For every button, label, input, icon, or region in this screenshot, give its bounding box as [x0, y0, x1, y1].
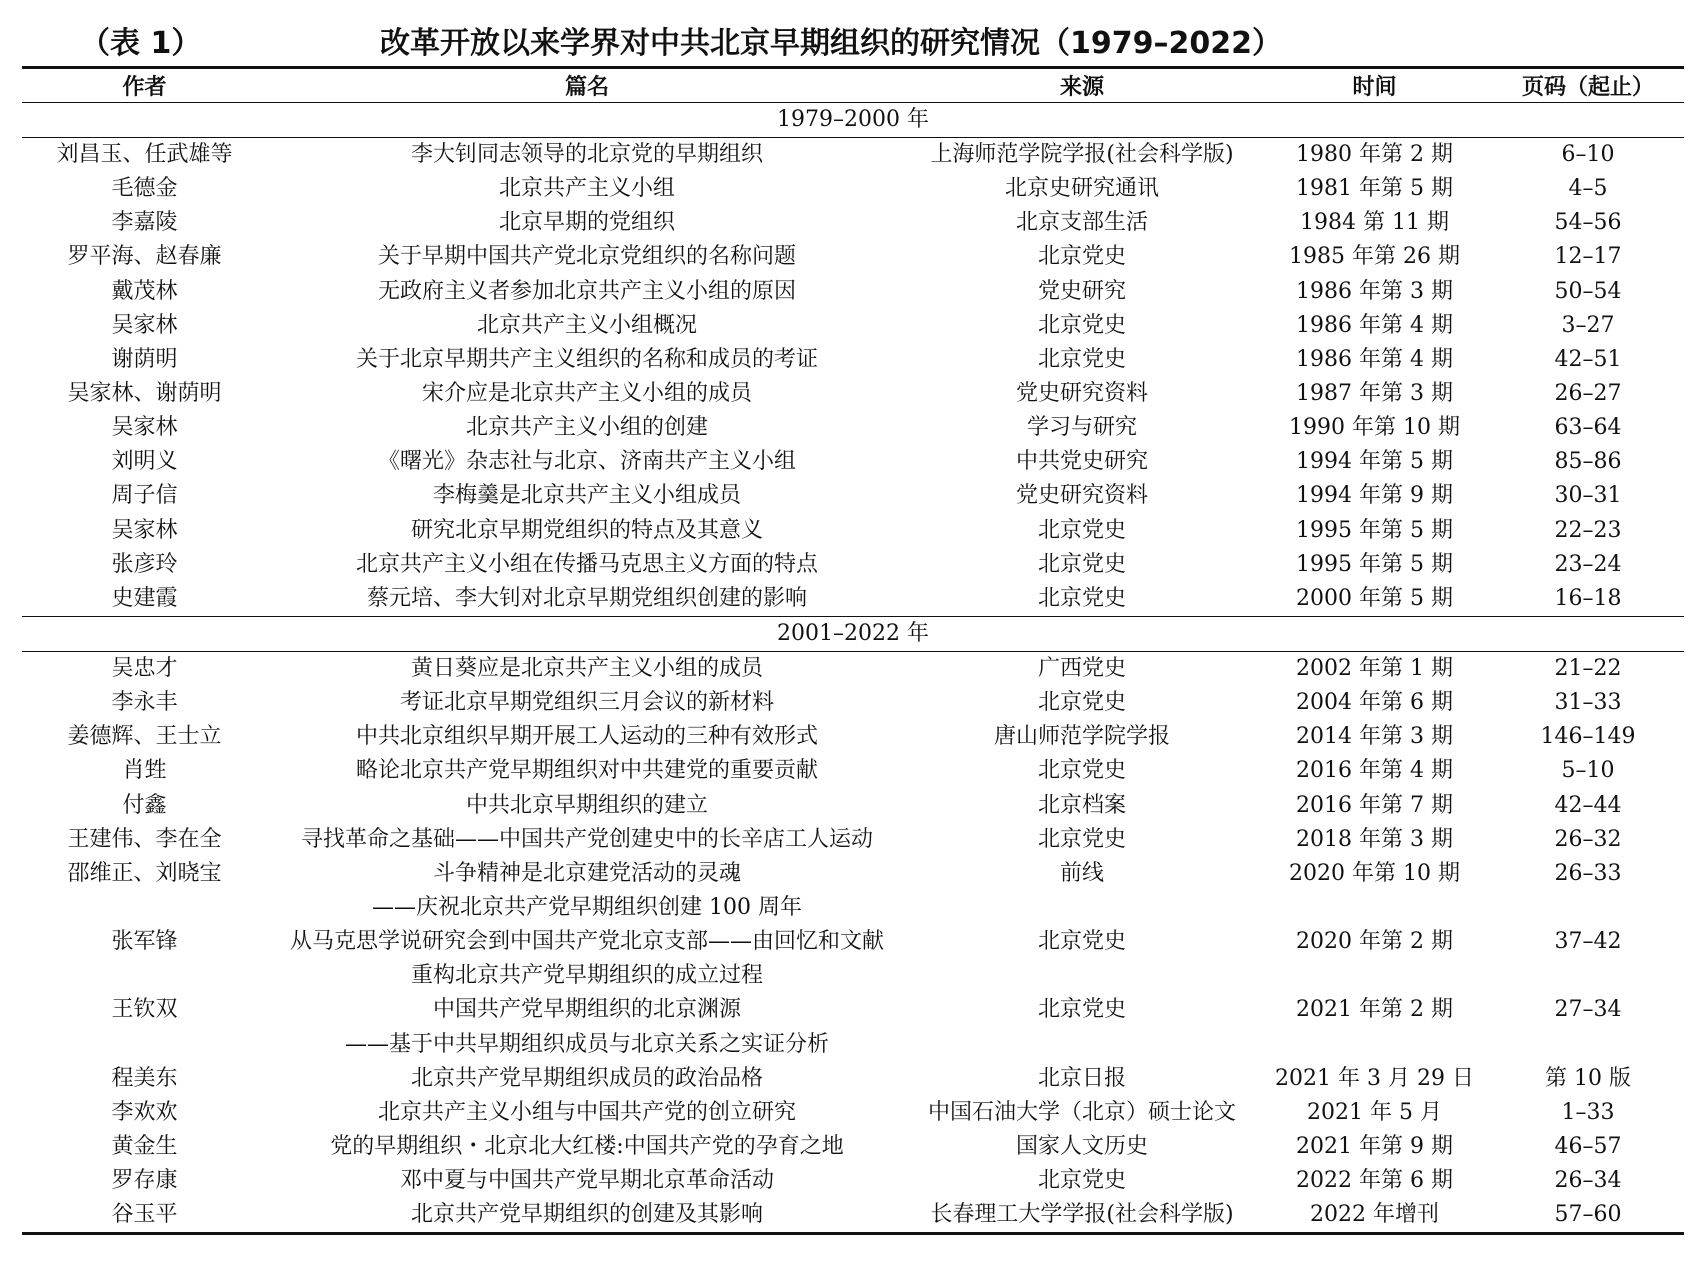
table-row: [22, 514, 1684, 548]
cell-date: 2002 年第 1 期: [1296, 656, 1453, 682]
cell-date: 1986 年第 3 期: [1296, 278, 1453, 304]
cell-date: 1984 第 11 期: [1300, 210, 1449, 236]
cell-author: 王钦双: [111, 997, 178, 1023]
cell-pages: 146–149: [1540, 724, 1636, 750]
cell-title: 《曙光》杂志社与北京、济南共产主义小组: [377, 449, 796, 475]
cell-pages: 46–57: [1554, 1134, 1622, 1159]
cell-title: 重构北京共产党早期组织的成立过程: [410, 963, 763, 989]
cell-date: 2021 年第 2 期: [1296, 997, 1453, 1023]
table-caption: [0, 14, 1699, 61]
cell-pages: 26–34: [1554, 1168, 1622, 1194]
cell-source: 学习与研究: [1026, 415, 1137, 441]
cell-source: [907, 1028, 1257, 1062]
cell-title: 北京共产主义小组: [498, 176, 675, 202]
cell-date: 2020 年第 10 期: [1289, 860, 1460, 886]
cell-author: 付鑫: [122, 792, 167, 818]
table-row: [22, 240, 1684, 274]
cell-author: 刘明义: [111, 449, 178, 475]
table-body: [22, 103, 1684, 1234]
table-row: [22, 959, 1684, 993]
table-row: [22, 1130, 1684, 1164]
cell-date: 2004 年第 6 期: [1296, 690, 1453, 716]
cell-source: 北京党史: [1037, 997, 1126, 1023]
header-date: 时间: [1257, 68, 1492, 103]
cell-author: 张军锋: [111, 929, 178, 955]
table-row: [22, 309, 1684, 343]
cell-title: 北京共产党早期组织成员的政治品格: [410, 1065, 763, 1091]
cell-title: 中共北京组织早期开展工人运动的三种有效形式: [355, 724, 818, 750]
cell-author: 谷玉平: [22, 1198, 267, 1234]
table-row: [22, 720, 1684, 754]
cell-author: 肖甡: [122, 758, 167, 784]
cell-author: [22, 1028, 267, 1062]
cell-author: 吴忠才: [111, 656, 178, 682]
table-row: [22, 343, 1684, 377]
cell-author: 姜德辉、王士立: [67, 724, 222, 750]
cell-source: 北京日报: [1037, 1065, 1126, 1091]
cell-author: 黄金生: [111, 1134, 178, 1159]
cell-author: 吴家林: [111, 312, 178, 338]
cell-source: 北京党史: [1037, 551, 1126, 577]
cell-date: 1987 年第 3 期: [1296, 381, 1453, 407]
table-row: [22, 377, 1684, 411]
cell-author: 李永丰: [111, 690, 178, 716]
cell-title: 北京共产主义小组与中国共产党的创立研究: [377, 1099, 796, 1125]
cell-date: 2022 年增刊: [1257, 1198, 1492, 1234]
cell-title: 李梅羹是北京共产主义小组成员: [432, 483, 741, 509]
cell-source: 北京党史: [1037, 312, 1126, 338]
table-row: [22, 172, 1684, 206]
cell-date: 1981 年第 5 期: [1296, 176, 1453, 202]
cell-author: [22, 959, 267, 993]
cell-source: 广西党史: [1037, 656, 1126, 682]
cell-author: 吴家林: [111, 415, 178, 441]
cell-date: 1994 年第 9 期: [1296, 483, 1453, 509]
header-title: 篇名: [267, 68, 907, 103]
cell-source: 党史研究资料: [1015, 381, 1148, 407]
table-row: [22, 275, 1684, 309]
cell-author: 王建伟、李在全: [67, 826, 222, 852]
cell-date: 2021 年 3 月 29 日: [1275, 1065, 1474, 1091]
cell-pages: 23–24: [1554, 551, 1622, 577]
cell-author: [22, 891, 267, 925]
cell-date: 1985 年第 26 期: [1289, 244, 1460, 270]
cell-pages: 22–23: [1554, 517, 1622, 543]
cell-pages: 1–33: [1561, 1099, 1615, 1125]
cell-title: 从马克思学说研究会到中国共产党北京支部——由回忆和文献: [289, 929, 884, 955]
cell-source: 党史研究资料: [1015, 483, 1148, 509]
cell-source: 北京党史: [1037, 690, 1126, 716]
cell-pages: 5–10: [1561, 758, 1615, 784]
cell-title: 无政府主义者参加北京共产主义小组的原因: [377, 278, 796, 304]
cell-author: 史建霞: [111, 585, 178, 611]
cell-date: 2021 年第 9 期: [1296, 1134, 1453, 1159]
cell-source: 中共党史研究: [1015, 449, 1148, 475]
cell-title: ——庆祝北京共产党早期组织创建 100 周年: [372, 895, 802, 921]
cell-pages: 50–54: [1554, 278, 1622, 304]
cell-title: 李大钊同志领导的北京党的早期组织: [410, 142, 763, 168]
cell-title: 邓中夏与中国共产党早期北京革命活动: [399, 1168, 774, 1194]
cell-title: 关于早期中国共产党北京党组织的名称问题: [377, 244, 796, 270]
table-title: 改革开放以来学界对中共北京早期组织的研究情况（1979–2022）: [380, 26, 1282, 61]
cell-author: 罗平海、赵春廉: [67, 244, 222, 270]
cell-source: 唐山师范学院学报: [993, 724, 1170, 750]
cell-title: 党的早期组织・北京北大红楼:中国共产党的孕育之地: [330, 1134, 844, 1159]
header-author: 作者: [22, 68, 267, 103]
cell-date: [1257, 959, 1492, 993]
cell-pages: 16–18: [1554, 585, 1622, 611]
cell-author: 毛德金: [111, 176, 178, 202]
cell-source: 上海师范学院学报(社会科学版): [930, 142, 1234, 168]
cell-author: 罗存康: [111, 1168, 178, 1194]
cell-date: 2014 年第 3 期: [1296, 724, 1453, 750]
cell-title: 黄日葵应是北京共产主义小组的成员: [410, 656, 763, 682]
cell-title: 蔡元培、李大钊对北京早期党组织创建的影响: [366, 585, 807, 611]
cell-date: 1995 年第 5 期: [1296, 551, 1453, 577]
table-row: [22, 206, 1684, 240]
cell-pages: [1492, 1028, 1684, 1062]
cell-author: 刘昌玉、任武雄等: [56, 142, 233, 168]
cell-title: 考证北京早期党组织三月会议的新材料: [399, 690, 774, 716]
cell-source: 国家人文历史: [1015, 1134, 1148, 1159]
cell-source: [907, 891, 1257, 925]
cell-pages: 31–33: [1554, 690, 1622, 716]
cell-source: 北京史研究通讯: [1004, 176, 1159, 202]
table-row: [22, 479, 1684, 513]
cell-title: 中共北京早期组织的建立: [465, 792, 708, 818]
cell-author: 戴茂林: [111, 278, 178, 304]
cell-author: 李嘉陵: [111, 210, 178, 236]
table-row: [22, 789, 1684, 823]
table-row: [22, 823, 1684, 857]
header-row: [22, 68, 1684, 103]
cell-date: 2000 年第 5 期: [1296, 585, 1453, 611]
cell-author: 周子信: [111, 483, 178, 509]
cell-source: 北京党史: [1037, 244, 1126, 270]
cell-source: 前线: [1059, 860, 1104, 886]
cell-pages: 27–34: [1554, 997, 1622, 1023]
cell-author: 李欢欢: [111, 1099, 178, 1125]
cell-pages: [1492, 891, 1684, 925]
cell-source: 北京党史: [1037, 758, 1126, 784]
cell-author: 张彦玲: [111, 551, 178, 577]
table-row: [22, 138, 1684, 173]
cell-title: 北京早期的党组织: [498, 210, 675, 236]
table-row: [22, 686, 1684, 720]
cell-pages: [1492, 959, 1684, 993]
cell-date: 2020 年第 2 期: [1296, 929, 1453, 955]
cell-source: 北京支部生活: [1015, 210, 1148, 236]
table-row: [22, 925, 1684, 959]
cell-date: 1986 年第 4 期: [1296, 346, 1453, 372]
cell-author: 谢荫明: [111, 346, 178, 372]
cell-date: 2016 年第 4 期: [1296, 758, 1453, 784]
cell-date: [1257, 1028, 1492, 1062]
header-source: 来源: [907, 68, 1257, 103]
table-row: [22, 1062, 1684, 1096]
cell-source: 北京档案: [1037, 792, 1126, 818]
table-row: [22, 1164, 1684, 1198]
table-row: [22, 1096, 1684, 1130]
table-number: （表 1）: [80, 26, 202, 61]
cell-pages: 85–86: [1554, 449, 1622, 475]
cell-pages: 26–33: [1554, 860, 1622, 886]
cell-author: 邵维正、刘晓宝: [67, 860, 222, 886]
table-row: [22, 857, 1684, 891]
cell-pages: 12–17: [1554, 244, 1622, 270]
table-row: [22, 548, 1684, 582]
table-row: [22, 993, 1684, 1027]
cell-pages: 37–42: [1554, 929, 1622, 955]
section-label: 2001–2022 年: [22, 616, 1684, 651]
table-row: [22, 1028, 1684, 1062]
cell-date: 1994 年第 5 期: [1296, 449, 1453, 475]
cell-pages: 42–44: [1554, 792, 1622, 818]
cell-date: 2021 年 5 月: [1307, 1099, 1442, 1125]
table-row: [22, 754, 1684, 788]
cell-pages: 63–64: [1554, 415, 1622, 441]
cell-author: 吴家林、谢荫明: [67, 381, 222, 407]
cell-pages: 6–10: [1561, 142, 1615, 168]
cell-pages: 3–27: [1561, 312, 1615, 338]
cell-title: 宋介应是北京共产主义小组的成员: [421, 381, 752, 407]
cell-author: 吴家林: [111, 517, 178, 543]
cell-source: 北京党史: [1037, 585, 1126, 611]
cell-author: 程美东: [111, 1065, 178, 1091]
cell-title: 中国共产党早期组织的北京渊源: [432, 997, 741, 1023]
cell-pages: 54–56: [1554, 210, 1622, 236]
cell-pages: 57–60: [1492, 1198, 1684, 1234]
table-row: [22, 891, 1684, 925]
cell-date: 2022 年第 6 期: [1296, 1168, 1453, 1194]
cell-pages: 30–31: [1554, 483, 1622, 509]
cell-date: [1257, 891, 1492, 925]
cell-source: 中国石油大学（北京）硕士论文: [927, 1099, 1236, 1125]
cell-title: ——基于中共早期组织成员与北京关系之实证分析: [344, 1031, 829, 1057]
cell-title: 寻找革命之基础——中国共产党创建史中的长辛店工人运动: [300, 826, 873, 852]
cell-date: 1980 年第 2 期: [1296, 142, 1453, 168]
cell-date: 1990 年第 10 期: [1289, 415, 1460, 441]
cell-title: 北京共产主义小组概况: [476, 312, 697, 338]
table-row: [22, 1198, 1684, 1234]
cell-date: 1986 年第 4 期: [1296, 312, 1453, 338]
section-row: [22, 616, 1684, 651]
table-row: [22, 582, 1684, 617]
table-row: [22, 411, 1684, 445]
cell-source: 北京党史: [1037, 929, 1126, 955]
cell-pages: 21–22: [1554, 656, 1622, 682]
cell-title: 北京共产主义小组的创建: [465, 415, 708, 441]
cell-source: 党史研究: [1037, 278, 1126, 304]
section-label: 1979–2000 年: [22, 103, 1684, 138]
cell-date: 2018 年第 3 期: [1296, 826, 1453, 852]
cell-pages: 26–27: [1554, 381, 1622, 407]
cell-pages: 4–5: [1568, 176, 1608, 202]
cell-title: 关于北京早期共产主义组织的名称和成员的考证: [355, 346, 818, 372]
cell-pages: 第 10 版: [1545, 1065, 1631, 1091]
cell-source: 北京党史: [1037, 517, 1126, 543]
cell-title: 研究北京早期党组织的特点及其意义: [410, 517, 763, 543]
table-row: [22, 445, 1684, 479]
cell-date: 2016 年第 7 期: [1296, 792, 1453, 818]
cell-source: 长春理工大学学报(社会科学版): [907, 1198, 1257, 1234]
cell-title: 略论北京共产党早期组织对中共建党的重要贡献: [355, 758, 818, 784]
research-table: [22, 66, 1684, 1235]
cell-source: [907, 959, 1257, 993]
section-row: [22, 103, 1684, 138]
header-pages: 页码（起止）: [1492, 68, 1684, 103]
cell-source: 北京党史: [1037, 826, 1126, 852]
cell-pages: 42–51: [1554, 346, 1622, 372]
cell-pages: 26–32: [1554, 826, 1622, 852]
cell-title: 斗争精神是北京建党活动的灵魂: [432, 860, 741, 886]
cell-title: 北京共产主义小组在传播马克思主义方面的特点: [355, 551, 818, 577]
table-row: [22, 651, 1684, 686]
cell-source: 北京党史: [1037, 346, 1126, 372]
cell-title: 北京共产党早期组织的创建及其影响: [267, 1198, 907, 1234]
cell-source: 北京党史: [1037, 1168, 1126, 1194]
cell-date: 1995 年第 5 期: [1296, 517, 1453, 543]
